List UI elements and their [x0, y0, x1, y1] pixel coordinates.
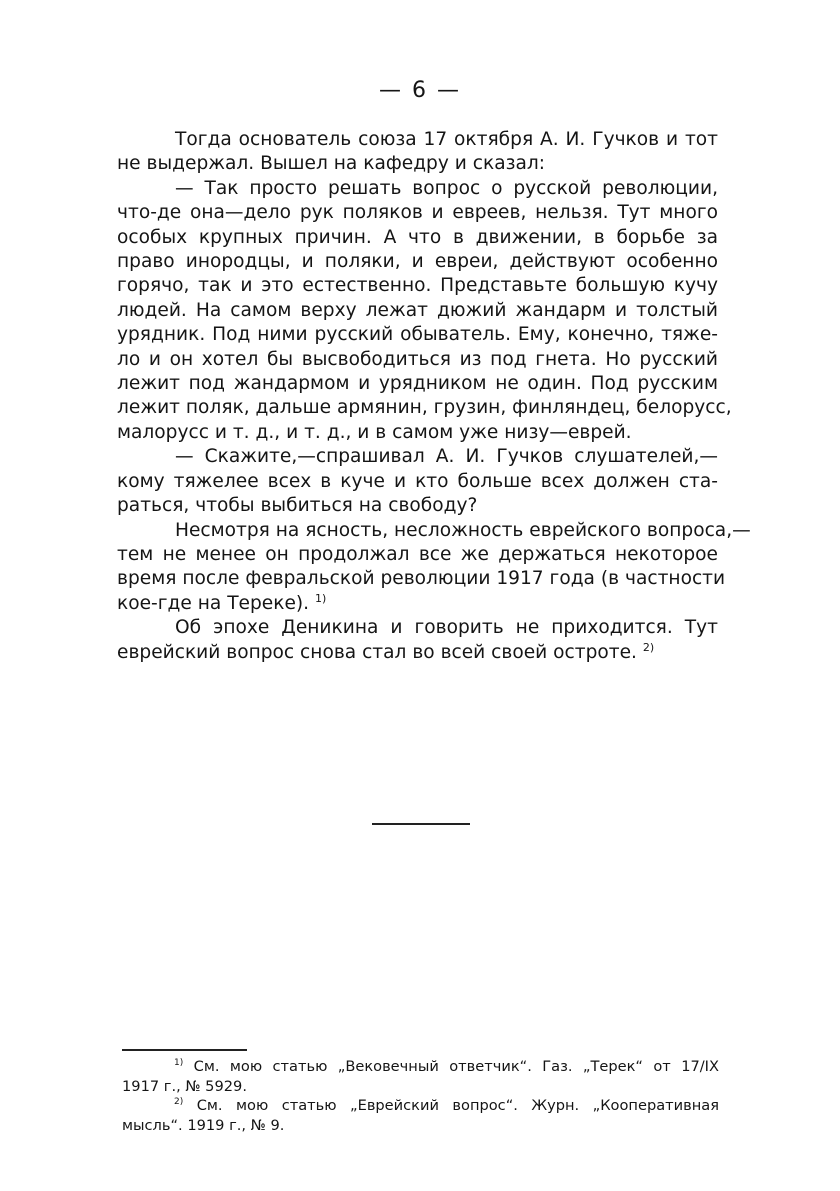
text-line-content: еврейский вопрос снова стал во всей своей остроте.: [117, 641, 637, 663]
footnote-text: См. мою статью „Еврейский вопрос“. Журн. „Кооперативная: [196, 1097, 719, 1114]
footnote-line: мысль“. 1919 г., № 9.: [122, 1116, 285, 1134]
text-line: особых крупных причин. А что в движении, в борьбе за: [117, 226, 718, 248]
text-line-content: кое-где на Тереке).: [117, 592, 310, 614]
text-line: Об эпохе Деникина и говорить не приходится. Тут: [175, 617, 718, 639]
section-divider: [372, 823, 470, 825]
text-line: Несмотря на ясность, несложность еврейского вопроса,—: [175, 519, 751, 541]
text-line: лежит поляк, дальше армянин, грузин, финляндец, белорусс,: [117, 397, 732, 419]
text-line: — Скажите,—спрашивал А. И. Гучков слушателей,—: [175, 446, 718, 468]
footnote-line: 1917 г., № 5929.: [122, 1077, 247, 1095]
page-number: — 6 —: [379, 78, 461, 103]
text-line: горячо, так и это естественно. Представьте большую кучу: [117, 275, 718, 297]
footnote-ref: 1): [315, 591, 327, 605]
text-line: что-де она—дело рук поляков и евреев, нельзя. Тут много: [117, 202, 718, 224]
text-line: [117, 592, 718, 616]
main-text: [117, 128, 751, 665]
footnote-line: [122, 1096, 719, 1116]
text-line: Тогда основатель союза 17 октября А. И. Гучков и тот: [175, 129, 718, 150]
text-line: [117, 641, 718, 665]
text-line: лежит под жандармом и урядником не один. Под русским: [117, 373, 718, 395]
text-line: малорусс и т. д., и т. д., и в самом уже низу—еврей.: [117, 421, 632, 443]
text-line: раться, чтобы выбиться на свободу?: [117, 495, 478, 517]
text-line: урядник. Под ними русский обыватель. Ему, конечно, тяже-: [117, 324, 718, 346]
footnote-marker: 1): [174, 1058, 184, 1068]
footnote-divider: [122, 1049, 247, 1051]
text-line: не выдержал. Вышел на кафедру и сказал:: [117, 153, 546, 175]
text-line: кому тяжелее всех в куче и кто больше всех должен ста-: [117, 470, 718, 492]
footnote-ref: 2): [642, 640, 655, 654]
text-line: время после февральской революции 1917 года (в частности: [117, 568, 726, 590]
footnote-text: См. мою статью „Вековечный ответчик“. Газ. „Терек“ от 17/IX: [193, 1058, 719, 1075]
footnote-marker: 2): [174, 1097, 184, 1107]
footnotes: [122, 1057, 719, 1135]
footnote-line: [122, 1057, 719, 1077]
text-line: людей. На самом верху лежат дюжий жандарм и толстый: [117, 299, 718, 321]
text-line: право инородцы, и поляки, и евреи, действуют особенно: [117, 251, 718, 273]
text-line: ло и он хотел бы высвободиться из под гнета. Но русский: [117, 348, 718, 370]
text-line: — Так просто решать вопрос о русской революции,: [175, 177, 718, 199]
text-line: тем не менее он продолжал все же держаться некоторое: [117, 543, 718, 565]
